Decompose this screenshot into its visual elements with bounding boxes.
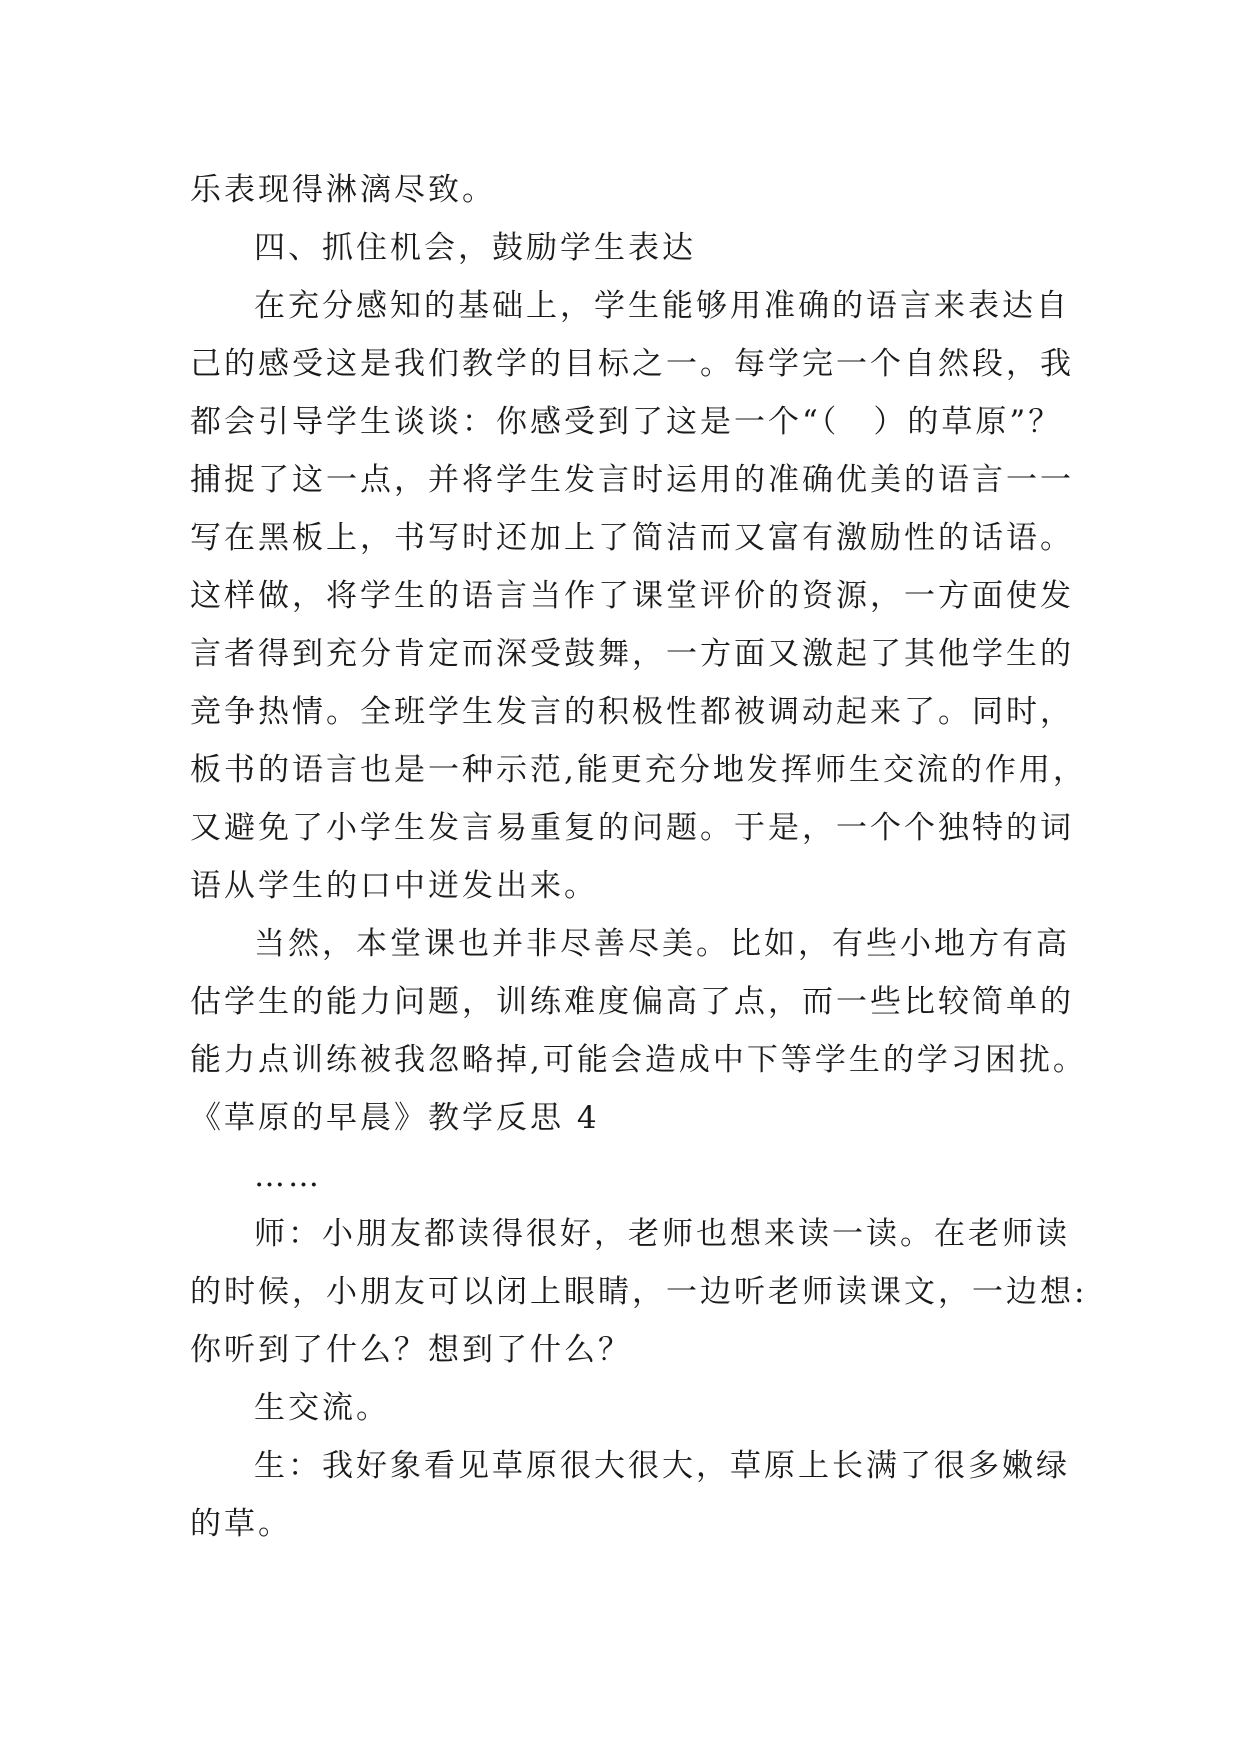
paragraph-line: 估学生的能力问题，训练难度偏高了点，而一些比较简单的 [190,984,1074,1020]
paragraph-line: 师：小朋友都读得很好，老师也想来读一读。在老师读 [254,1216,1070,1252]
paragraph-line: 能力点训练被我忽略掉,可能会造成中下等学生的学习困扰。 [190,1042,1087,1078]
paragraph-line: 捕捉了这一点，并将学生发言时运用的准确优美的语言一一 [190,462,1074,498]
paragraph-line: 乐表现得淋漓尽致。 [190,172,496,208]
paragraph-line: 生：我好象看见草原很大很大，草原上长满了很多嫩绿 [254,1448,1070,1484]
paragraph-line: 的时候，小朋友可以闭上眼睛，一边听老师读课文，一边想: [190,1274,1088,1310]
paragraph-line: 又避免了小学生发言易重复的问题。于是，一个个独特的词 [190,810,1074,846]
paragraph-line: 板书的语言也是一种示范,能更充分地发挥师生交流的作用， [190,752,1087,788]
paragraph-line: 当然，本堂课也并非尽善尽美。比如，有些小地方有高 [254,926,1070,962]
paragraph-line: 语从学生的口中迸发出来。 [190,868,598,904]
section-heading: 四、抓住机会，鼓励学生表达 [254,230,696,266]
paragraph-line: 言者得到充分肯定而深受鼓舞，一方面又激起了其他学生的 [190,636,1074,672]
paragraph-line: 你听到了什么？想到了什么？ [190,1332,632,1368]
paragraph-line: 竞争热情。全班学生发言的积极性都被调动起来了。同时， [190,694,1074,730]
paragraph-line: 都会引导学生谈谈：你感受到了这是一个“（ ）的草原”？ [190,404,1063,440]
paragraph-line: 己的感受这是我们教学的目标之一。每学完一个自然段，我 [190,346,1074,382]
paragraph-line: 这样做，将学生的语言当作了课堂评价的资源，一方面使发 [190,578,1074,614]
ellipsis: …… [254,1158,322,1194]
paragraph-line: 写在黑板上，书写时还加上了简洁而又富有激励性的话语。 [190,520,1074,556]
paragraph-line: 的草。 [190,1506,292,1542]
article-title: 《草原的早晨》教学反思 4 [190,1100,600,1136]
paragraph-line: 在充分感知的基础上，学生能够用准确的语言来表达自 [254,288,1070,324]
paragraph-line: 生交流。 [254,1390,390,1426]
